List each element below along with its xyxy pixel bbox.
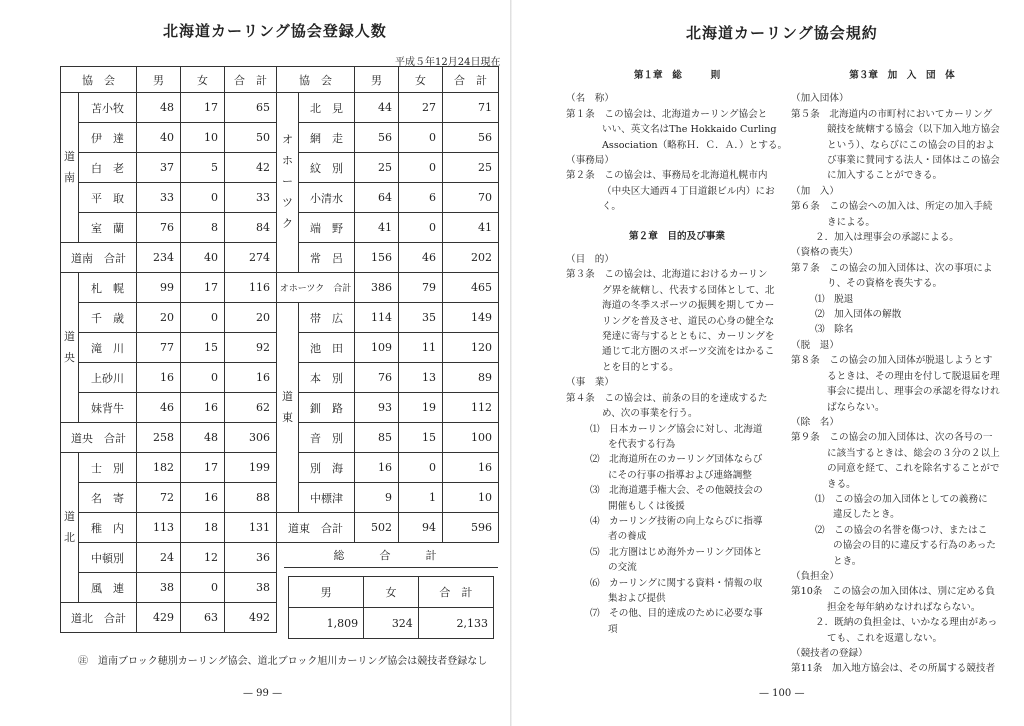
- article-continuation: るときは、その理由を付して脱退届を理: [827, 370, 1000, 382]
- dochu-subtotal-female: 48: [181, 423, 225, 453]
- right-assoc-name: 紋 別: [299, 153, 355, 183]
- article-continuation: 通じて北方圏のスポーツ交流をはかるこ: [602, 346, 775, 358]
- left-assoc-name: 伊 達: [79, 123, 137, 153]
- table-row: [61, 93, 499, 123]
- article-continuation: （中央区大通西４丁目道銀ビル内）にお: [602, 185, 775, 197]
- article-continuation: り、その資格を喪失する。: [827, 278, 943, 290]
- left-total-value: 38: [225, 573, 277, 603]
- doto-subtotal-male: 502: [355, 513, 399, 543]
- article-line: 第９条 この協会の加入団体は、次の各号の一: [791, 432, 993, 444]
- okhotsk-subtotal-total: 465: [443, 273, 499, 303]
- article-item: ⑺ その他、目的達成のために必要な事: [590, 608, 763, 620]
- region-char: 南: [64, 170, 75, 184]
- article-item: ⑷ カーリング技術の向上ならびに指導: [590, 515, 763, 527]
- left-male-value: 38: [137, 573, 181, 603]
- article-continuation: リングを普及させ、道民の心身の健全な: [602, 315, 775, 327]
- left-female-value: 17: [181, 93, 225, 123]
- header-total-2: 合 計: [443, 67, 499, 93]
- left-assoc-name: 上砂川: [79, 363, 137, 393]
- article-item-continuation: 違反したとき。: [833, 509, 900, 521]
- article-line: 第４条 この協会は、前条の目的を達成するた: [566, 392, 768, 404]
- left-assoc-name: 稚 内: [79, 513, 137, 543]
- left-male-value: 37: [137, 153, 181, 183]
- article-caption: （除 名）: [791, 416, 839, 428]
- article-continuation: 競技を統轄する協会（以下加入地方協会: [827, 124, 1000, 136]
- article-caption: （事 業）: [566, 377, 614, 389]
- chapter-heading: 第１章 総 則: [633, 70, 721, 81]
- region-char: ツ: [282, 195, 293, 209]
- article-item-continuation: とき。: [833, 555, 862, 567]
- dohoku-subtotal-label: 道北 合計: [61, 603, 137, 633]
- left-male-value: 16: [137, 363, 181, 393]
- left-male-value: 33: [137, 183, 181, 213]
- article-caption: （目 的）: [566, 254, 614, 266]
- article-item: ⑶ 北海道選手権大会、その他競技会の: [590, 485, 763, 497]
- right-assoc-name: 小清水: [299, 183, 355, 213]
- left-female-value: 17: [181, 273, 225, 303]
- doto-subtotal-total: 596: [443, 513, 499, 543]
- left-assoc-name: 滝 川: [79, 333, 137, 363]
- page-number-right: — 100 —: [759, 688, 805, 699]
- okhotsk-subtotal-female: 79: [399, 273, 443, 303]
- grand-total-value: 2,133: [418, 608, 493, 639]
- right-female-value: 11: [399, 333, 443, 363]
- right-female-value: 6: [399, 183, 443, 213]
- right-male-value: 64: [355, 183, 399, 213]
- left-assoc-name: 妹背牛: [79, 393, 137, 423]
- right-assoc-name: 池 田: [299, 333, 355, 363]
- left-male-value: 20: [137, 303, 181, 333]
- right-assoc-name: 常 呂: [299, 243, 355, 273]
- region-char: ー: [282, 175, 293, 189]
- donan-subtotal-female: 40: [181, 243, 225, 273]
- left-female-value: 0: [181, 573, 225, 603]
- right-female-value: 27: [399, 93, 443, 123]
- header-female: 女: [181, 67, 225, 93]
- left-female-value: 10: [181, 123, 225, 153]
- article-continuation: という）、ならびにこの協会の目的およ: [827, 139, 995, 151]
- right-female-value: 15: [399, 423, 443, 453]
- header-assoc-2: 協 会: [277, 67, 355, 93]
- article-item-continuation: 項: [608, 623, 618, 635]
- okhotsk-subtotal-label: オホーツク 合計: [277, 273, 355, 303]
- article-item-continuation: 者の養成: [608, 531, 647, 543]
- article-item-continuation: 集および提供: [608, 592, 666, 604]
- article-item: ２．加入は理事会の承認による。: [815, 232, 959, 244]
- article-line: 第１条 この協会は、北海道カーリング協会と: [566, 108, 768, 120]
- right-total-value: 56: [443, 123, 499, 153]
- right-female-value: 35: [399, 303, 443, 333]
- left-female-value: 17: [181, 453, 225, 483]
- region-label-dohoku: [61, 453, 79, 603]
- left-male-value: 113: [137, 513, 181, 543]
- right-female-value: 13: [399, 363, 443, 393]
- article-continuation: め、次の事業を行う。: [602, 408, 698, 420]
- doto-subtotal-label: 道東 合計: [277, 513, 355, 543]
- right-total-value: 25: [443, 153, 499, 183]
- right-male-value: 76: [355, 363, 399, 393]
- right-total-value: 70: [443, 183, 499, 213]
- right-total-value: 112: [443, 393, 499, 423]
- region-label-doto: [277, 303, 299, 513]
- left-female-value: 0: [181, 183, 225, 213]
- article-continuation: 海道の冬季スポーツの振興を期してカー: [602, 300, 775, 312]
- left-male-value: 46: [137, 393, 181, 423]
- region-char: 北: [64, 530, 75, 544]
- article-caption: （資格の喪失）: [791, 247, 859, 259]
- article-item: ⑴ 脱退: [815, 293, 854, 305]
- article-item: ２．既納の負担金は、いかなる理由があっ: [815, 617, 998, 629]
- article-item: ⑵ 北海道所在のカーリング団体ならび: [590, 454, 763, 466]
- article-line: 第10条 この協会の加入団体は、別に定める負: [791, 586, 996, 598]
- article-continuation: きる。: [827, 478, 856, 490]
- article-continuation: きによる。: [827, 216, 875, 228]
- article-continuation: ても、これを返還しない。: [827, 632, 943, 644]
- article-item-continuation: の交流: [608, 562, 637, 574]
- left-assoc-name: 苫小牧: [79, 93, 137, 123]
- article-continuation: Association（略称Ｈ．Ｃ．Ａ．）とする。: [602, 139, 788, 151]
- article-line: 第11条 加入地方協会は、その所属する競技者: [791, 663, 996, 675]
- grand-female-label: 女: [364, 577, 419, 608]
- right-male-value: 25: [355, 153, 399, 183]
- right-assoc-name: 音 別: [299, 423, 355, 453]
- grand-female-value: 324: [364, 608, 419, 639]
- header-male: 男: [137, 67, 181, 93]
- dochu-subtotal-label: 道央 合計: [61, 423, 137, 453]
- region-char: ホ: [282, 154, 293, 168]
- right-female-value: 0: [399, 153, 443, 183]
- region-char: ク: [282, 216, 293, 230]
- dochu-subtotal-male: 258: [137, 423, 181, 453]
- left-male-value: 24: [137, 543, 181, 573]
- article-item: ⑹ カーリングに関する資料・情報の収: [590, 577, 763, 589]
- right-total-value: 149: [443, 303, 499, 333]
- left-total-value: 116: [225, 273, 277, 303]
- table-row: [61, 303, 499, 333]
- right-total-value: 10: [443, 483, 499, 513]
- left-female-value: 0: [181, 303, 225, 333]
- left-total-value: 36: [225, 543, 277, 573]
- right-male-value: 85: [355, 423, 399, 453]
- region-char: 東: [282, 410, 293, 424]
- article-caption: （名 称）: [566, 93, 614, 105]
- table-row: [61, 513, 499, 543]
- left-male-value: 182: [137, 453, 181, 483]
- spacer: [566, 215, 788, 229]
- region-label-okhotsk: [277, 93, 299, 273]
- left-male-value: 72: [137, 483, 181, 513]
- region-char: 道: [64, 149, 75, 163]
- right-female-value: 0: [399, 213, 443, 243]
- region-char: 道: [64, 509, 75, 523]
- article-caption: （競技者の登録）: [791, 648, 868, 660]
- article-item: ⑴ この協会の加入団体としての義務に: [815, 493, 988, 505]
- header-male-2: 男: [355, 67, 399, 93]
- region-char: オ: [282, 133, 293, 147]
- article-continuation: いい、英文名はThe Hokkaido Curling: [602, 124, 777, 136]
- left-assoc-name: 札 幌: [79, 273, 137, 303]
- grand-total-label: 合 計: [418, 577, 493, 608]
- left-total-value: 16: [225, 363, 277, 393]
- grand-total-table: [288, 576, 494, 639]
- left-assoc-name: 平 取: [79, 183, 137, 213]
- article-continuation: 発達に寄与するとともに、カーリングを: [602, 331, 775, 343]
- region-label-donan: [61, 93, 79, 243]
- right-total-value: 16: [443, 453, 499, 483]
- as-of-date: 平成５年12月24日現在: [395, 57, 501, 68]
- article-line: 第７条 この協会の加入団体は、次の事項によ: [791, 262, 993, 274]
- right-assoc-name: 本 別: [299, 363, 355, 393]
- left-total-value: 20: [225, 303, 277, 333]
- article-continuation: に加入することができる。: [827, 170, 943, 182]
- left-male-value: 99: [137, 273, 181, 303]
- left-female-value: 18: [181, 513, 225, 543]
- header-female-2: 女: [399, 67, 443, 93]
- left-total-value: 42: [225, 153, 277, 183]
- grand-male-label: 男: [289, 577, 364, 608]
- left-assoc-name: 室 蘭: [79, 213, 137, 243]
- right-male-value: 56: [355, 123, 399, 153]
- left-female-value: 8: [181, 213, 225, 243]
- article-caption: （負担金）: [791, 570, 839, 582]
- table-row: [61, 273, 499, 303]
- left-male-value: 48: [137, 93, 181, 123]
- right-assoc-name: 北 見: [299, 93, 355, 123]
- left-assoc-name: 中頓別: [79, 543, 137, 573]
- article-line: 第８条 この協会の加入団体が脱退しようとす: [791, 355, 993, 367]
- left-male-value: 77: [137, 333, 181, 363]
- right-assoc-name: 別 海: [299, 453, 355, 483]
- dochu-subtotal-total: 306: [225, 423, 277, 453]
- left-total-value: 65: [225, 93, 277, 123]
- bylaws-column-1: [566, 68, 788, 637]
- left-female-value: 16: [181, 483, 225, 513]
- left-total-value: 92: [225, 333, 277, 363]
- right-total-value: 202: [443, 243, 499, 273]
- left-male-value: 40: [137, 123, 181, 153]
- right-male-value: 44: [355, 93, 399, 123]
- registration-title: 北海道カーリング協会登録人数: [163, 22, 387, 40]
- right-female-value: 19: [399, 393, 443, 423]
- right-total-value: 120: [443, 333, 499, 363]
- article-item: ⑸ 北方圏はじめ海外カーリング団体と: [590, 546, 763, 558]
- article-continuation: び事業に賛同する法人・団体はこの協会: [827, 155, 1000, 167]
- left-female-value: 16: [181, 393, 225, 423]
- right-total-value: 100: [443, 423, 499, 453]
- left-total-value: 50: [225, 123, 277, 153]
- article-item-continuation: にその行事の指導および連絡調整: [608, 469, 752, 481]
- donan-subtotal-male: 234: [137, 243, 181, 273]
- right-assoc-name: 端 野: [299, 213, 355, 243]
- left-assoc-name: 士 別: [79, 453, 137, 483]
- article-continuation: とを目的とする。: [602, 361, 679, 373]
- right-assoc-name: 網 走: [299, 123, 355, 153]
- left-total-value: 88: [225, 483, 277, 513]
- chapter-heading: 第２章 目的及び事業: [629, 230, 725, 242]
- donan-subtotal-total: 274: [225, 243, 277, 273]
- right-male-value: 114: [355, 303, 399, 333]
- right-male-value: 41: [355, 213, 399, 243]
- doto-subtotal-female: 94: [399, 513, 443, 543]
- right-female-value: 46: [399, 243, 443, 273]
- region-label-dochu: [61, 273, 79, 423]
- region-char: 央: [64, 350, 75, 364]
- right-female-value: 0: [399, 453, 443, 483]
- grand-total-box: [284, 545, 498, 639]
- article-line: 第３条 この協会は、北海道におけるカーリン: [566, 269, 768, 281]
- header-total: 合 計: [225, 67, 277, 93]
- article-caption: （加 入）: [791, 185, 839, 197]
- dohoku-subtotal-female: 63: [181, 603, 225, 633]
- article-continuation: 担金を毎年納めなければならない。: [827, 601, 981, 613]
- article-item: ⑶ 除名: [815, 324, 854, 336]
- article-caption: （事務局）: [566, 155, 614, 167]
- left-female-value: 0: [181, 363, 225, 393]
- left-total-value: 84: [225, 213, 277, 243]
- article-caption: （加入団体）: [791, 93, 849, 105]
- article-item: ⑴ 日本カーリング協会に対し、北海道: [590, 423, 763, 435]
- right-male-value: 16: [355, 453, 399, 483]
- article-item-continuation: を代表する行為: [608, 438, 676, 450]
- bylaws-column-2: [791, 68, 1013, 677]
- article-line: 第２条 この協会は、事務局を北海道札幌市内: [566, 170, 768, 182]
- left-total-value: 131: [225, 513, 277, 543]
- right-total-value: 89: [443, 363, 499, 393]
- left-total-value: 33: [225, 183, 277, 213]
- right-assoc-name: 帯 広: [299, 303, 355, 333]
- left-total-value: 199: [225, 453, 277, 483]
- region-char: 道: [282, 389, 293, 403]
- article-item: ⑵ 加入団体の解散: [815, 309, 902, 321]
- left-male-value: 76: [137, 213, 181, 243]
- right-assoc-name: 釧 路: [299, 393, 355, 423]
- left-female-value: 12: [181, 543, 225, 573]
- article-continuation: く。: [602, 201, 621, 213]
- page-number-left: — 99 —: [243, 688, 283, 699]
- header-assoc: 協 会: [61, 67, 137, 93]
- left-assoc-name: 名 寄: [79, 483, 137, 513]
- right-male-value: 156: [355, 243, 399, 273]
- article-continuation: の同意を経て、これを除名することがで: [827, 463, 1000, 475]
- right-female-value: 1: [399, 483, 443, 513]
- chapter-heading: 第３章 加 入 団 体: [849, 70, 955, 81]
- right-page: [512, 0, 1024, 726]
- footnote: ㊟ 道南ブロック穂別カーリング協会、道北ブロック旭川カーリング協会は競技者登録なし: [78, 656, 488, 667]
- dohoku-subtotal-total: 492: [225, 603, 277, 633]
- grand-male-value: 1,809: [289, 608, 364, 639]
- region-char: 道: [64, 329, 75, 343]
- left-assoc-name: 白 老: [79, 153, 137, 183]
- right-total-value: 41: [443, 213, 499, 243]
- article-line: 第６条 この協会への加入は、所定の加入手続: [791, 201, 993, 213]
- donan-subtotal-label: 道南 合計: [61, 243, 137, 273]
- bylaws-title: 北海道カーリング協会規約: [686, 24, 878, 42]
- article-continuation: グ界を統轄し、代表する団体として、北: [602, 284, 775, 296]
- right-male-value: 93: [355, 393, 399, 423]
- article-item: ⑵ この協会の名誉を傷つけ、またはこ: [815, 524, 988, 536]
- right-total-value: 71: [443, 93, 499, 123]
- article-continuation: に該当するときは、総会の３分の２以上: [827, 447, 1000, 459]
- article-continuation: 事会に提出し、理事会の承認を得なけれ: [827, 386, 1000, 398]
- article-continuation: ばならない。: [827, 401, 885, 413]
- right-assoc-name: 中標津: [299, 483, 355, 513]
- right-male-value: 109: [355, 333, 399, 363]
- left-female-value: 5: [181, 153, 225, 183]
- right-male-value: 9: [355, 483, 399, 513]
- article-line: 第５条 北海道内の市町村においてカーリング: [791, 108, 993, 120]
- grand-total-title: 総 合 計: [284, 545, 498, 568]
- article-item-continuation: 開催もしくは後援: [608, 500, 685, 512]
- left-assoc-name: 風 連: [79, 573, 137, 603]
- dohoku-subtotal-male: 429: [137, 603, 181, 633]
- left-female-value: 15: [181, 333, 225, 363]
- article-item-continuation: の協会の目的に違反する行為のあった: [833, 540, 996, 552]
- article-caption: （脱 退）: [791, 339, 839, 351]
- left-total-value: 62: [225, 393, 277, 423]
- right-female-value: 0: [399, 123, 443, 153]
- okhotsk-subtotal-male: 386: [355, 273, 399, 303]
- left-assoc-name: 千 歳: [79, 303, 137, 333]
- header-row: [61, 67, 499, 93]
